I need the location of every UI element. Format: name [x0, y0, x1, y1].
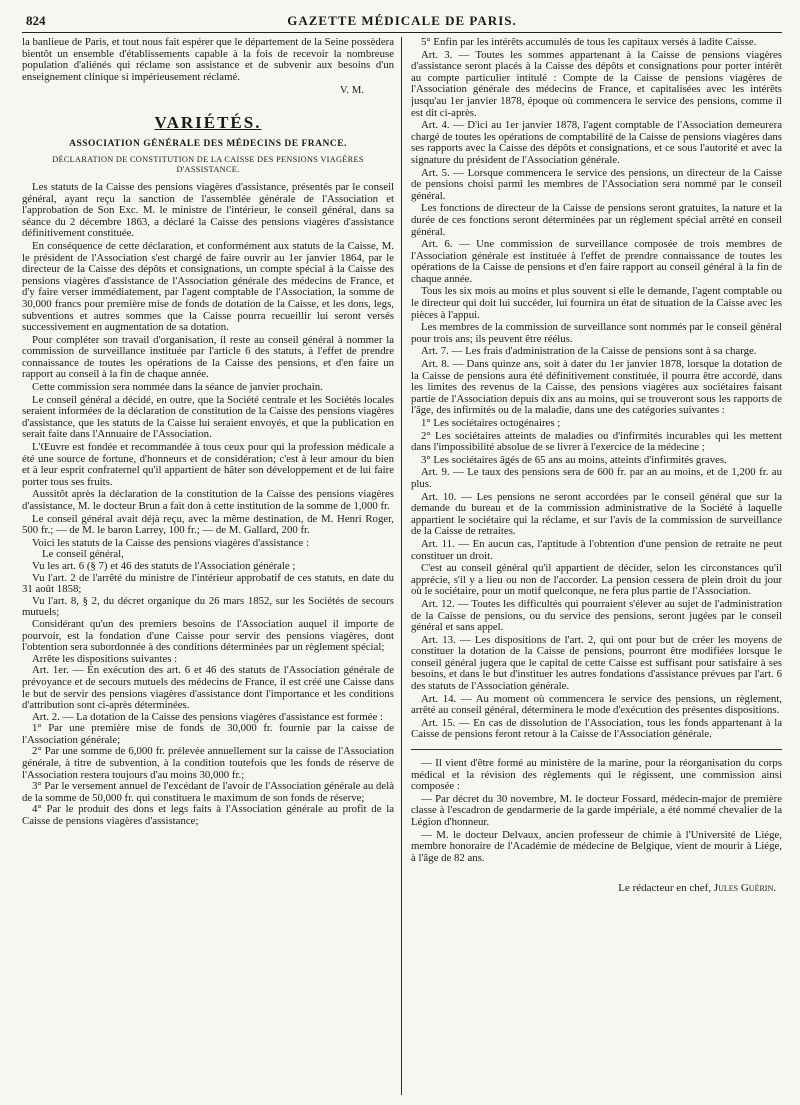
association-title: ASSOCIATION GÉNÉRALE DES MÉDECINS DE FRANCE.	[69, 138, 347, 149]
article-paragraph: Art. 9. — Le taux des pensions sera de 600 fr. par an au moins, et de 1,200 fr. au plus.	[411, 466, 782, 490]
paragraph: Les fonctions de directeur de la Caisse de pensions seront gratuites, la nature et la durée de ces fonctions seront déterminées par un règlement spécial arrêté en conseil général.	[411, 202, 782, 238]
list-item: 1° Les sociétaires octogénaires ;	[421, 417, 561, 429]
news-item: — Par décret du 30 novembre, M. le docteur Fossard, médecin-major de première classe à l'escadron de gendarmerie de la garde impériale, a été nommé chevalier de la Légion d'honneur.	[411, 792, 782, 828]
paragraph: En conséquence de cette déclaration, et conformément aux statuts de la Caisse, M. le président de l'Association s'est chargé de faire ouvrir au 1er janvier 1864, par le directeur de la Caisse des dépôts et consignations, un compte spécial à la Caisse des pensions viagères d'assistance de l'Association générale des médecins de France, et d'y faire verser immédiatement, par l'agent comptable de l'Association, la somme de 30,000 francs pour première mise de fonds de dotation de la Caisse, et les dons, legs, subventions et autres sommes que la Caisse pourra recueillir lui seront versés successivement en augmentation de sa dotation.	[22, 239, 394, 334]
article-paragraph: Art. 3. — Toutes les sommes appartenant à la Caisse de pensions viagères d'assistance seront placés à la Caisse des dépôts et consignations pour porter intérêt au compte particulier intitulé : Compte de la Caisse de pensions viagères de l'Association générale des médecins de France, et capitalisées avec les intérêts jusqu'au 1er janvier 1878, époque où commencera le service des pensions, comme il est dit ci-après.	[411, 48, 782, 119]
paragraph: Vu l'art. 8, § 2, du décret organique du 26 mars 1852, sur les Sociétés de secours mutuels;	[22, 594, 394, 619]
article-paragraph: Art. 15. — En cas de dissolution de l'Association, tous les fonds appartenant à la Caisse de pensions feront retour à la Caisse de l'Association générale.	[411, 716, 782, 741]
paragraph: Considérant qu'un des premiers besoins de l'Association auquel il importe de pourvoir, est la fondation d'une Caisse pour servir des pensions viagères, dont l'obtention sera subordonnée à des conditions déterminées par un règlement spécial;	[22, 617, 394, 654]
paragraph: Le conseil général avait déjà reçu, avec la même destination, de M. Henri Roger, 500 fr.; — de M. le baron Larrey, 100 fr.; — de M. Gallard, 200 fr.	[22, 512, 394, 537]
declaration-title: DÉCLARATION DE CONSTITUTION DE LA CAISSE DES PENSIONS VIAGÈRES D'ASSISTANCE.	[52, 154, 364, 174]
article-paragraph: Art. 14. — Au moment où commencera le service des pensions, un règlement, arrêté au conseil général, déterminera le mode d'exécution des présentes dispositions.	[411, 692, 782, 717]
right-column	[411, 37, 782, 1093]
article-paragraph: Art. 7. — Les frais d'administration de la Caisse de pensions sont à sa charge.	[421, 345, 757, 358]
news-item: — M. le docteur Delvaux, ancien professeur de chimie à l'Université de Liége, membre honoraire de l'Académie de médecine de Belgique, vient de mourir à Liége, à l'âge de 82 ans.	[411, 828, 782, 864]
columns	[22, 37, 782, 1095]
article-paragraph: Art. 12. — Toutes les difficultés qui pourraient s'élever au sujet de l'administration de la Caisse de pensions, ou du service des pensions, seront jugées par le conseil général et sans appel.	[411, 597, 782, 634]
article-paragraph: Art. 6. — Une commission de surveillance composée de trois membres de l'Association générale est instituée à l'effet de prendre connaissance de toutes les opérations de la Caisse de pensions et d'en faire rapport au conseil général à la fin de chaque année.	[411, 238, 782, 285]
list-item: 3° Par le versement annuel de l'excédant de l'avoir de l'Association générale au delà de la somme de 50,000 fr. qui constituera le maximum de son fonds de réserve;	[22, 780, 394, 804]
left-column	[22, 37, 394, 1093]
paragraph: Tous les six mois au moins et plus souvent si elle le demande, l'agent comptable ou le directeur qui doit lui succéder, lui fournira un état de situation de la Caisse avec les pièces à l'appui.	[411, 285, 782, 321]
article-paragraph: Art. 13. — Les dispositions de l'art. 2, qui ont pour but de créer les moyens de constituer la dotation de la Caisse de pensions, pourront être modifiées lorsque le conseil général jugera que le capital de cette Caisse est suffisant pour satisfaire à ses besoins, et dans le but d'instituer les autres fondations d'assistance prévues par l'art. 6 des statuts de l'Association générale.	[411, 633, 782, 693]
editor-name: Jules Guérin.	[713, 882, 776, 895]
intro-paragraph: la banlieue de Paris, et tout nous fait espérer que le département de la Seine possèdera bientôt un ensemble d'établissements capable à la fois de recevoir la nombreuse population d'aliénés qui réclame son assistance et de subvenir aux besoins d'un enseignement clinique si impérieusement réclamé.	[22, 37, 394, 83]
paragraph: Cette commission sera nommée dans la séance de janvier prochain.	[32, 381, 323, 394]
page-number: 824	[26, 13, 46, 28]
paragraph: Vu les art. 6 (§ 7) et 46 des statuts de l'Association générale ;	[32, 559, 296, 572]
paragraph: L'Œuvre est fondée et recommandée à tous ceux pour qui la profession médicale a été une source de fortune, d'honneurs et de considération; c'est à leur amour du bien et à leur esprit confraternel qu'il appartient de hâter son développement et de lui faire porter tous ses fruits.	[22, 441, 394, 488]
list-item: 4° Par le produit des dons et legs faits à l'Association générale au profit de la Caisse de pensions viagères d'assistance;	[22, 803, 394, 828]
paragraph: Voici les statuts de la Caisse des pensions viagères d'assistance :	[32, 536, 310, 549]
column-divider	[401, 37, 402, 1095]
article-paragraph: Art. 1er. — En exécution des art. 6 et 46 des statuts de l'Association générale de prévoyance et de secours mutuels des médecins de France, il est créé une Caisse dans le but de servir des pensions viagères d'assistance dont l'importance et les conditions d'attribution sont ci-après déterminées.	[22, 664, 394, 712]
paragraph: Arrête les dispositions suivantes :	[32, 652, 178, 665]
article-paragraph: Art. 2. — La dotation de la Caisse des pensions viagères d'assistance est formée :	[32, 710, 383, 723]
list-item: 3° Les sociétaires âgés de 65 ans au moins, atteints d'infirmités graves.	[421, 453, 727, 466]
page-header	[22, 10, 782, 33]
list-item: 2° Les sociétaires atteints de maladies ou d'infirmités incurables qui les mettent dans l'impossibilité absolue de se livrer à l'exercice de la médecine ;	[411, 429, 782, 454]
list-item: 1° Par une première mise de fonds de 30,000 fr. fournie par la caisse de l'Association générale;	[22, 722, 394, 746]
intro-signature: V. M.	[339, 84, 364, 97]
paragraph: Pour compléter son travail d'organisation, il reste au conseil général à nommer la commission de surveillance instituée par l'article 6 des statuts, à l'effet de prendre connaissance de toutes les opérations de la Caisse des pensions, et d'en faire un rapport au conseil à la fin de chaque année.	[22, 333, 394, 381]
news-item: — Il vient d'être formé au ministère de la marine, pour la réorganisation du corps médical et la révision des règlements qui le régissent, une commission ainsi composée :	[411, 757, 782, 793]
article-paragraph: Art. 5. — Lorsque commencera le service des pensions, un directeur de la Caisse de pensions choisi parmi les membres de l'Association sera nommé par le conseil général.	[411, 166, 782, 202]
paragraph: Vu l'art. 2 de l'arrêté du ministre de l'intérieur approbatif de ces statuts, en date du 31 août 1858;	[22, 571, 394, 596]
paragraph: Les membres de la commission de surveillance sont nommés par le conseil général pour trois ans; ils peuvent être réélus.	[411, 321, 782, 345]
paragraph: Les statuts de la Caisse des pensions viagères d'assistance, présentés par le conseil général, ayant reçu la sanction de l'assemblée générale de l'Association et l'approbation de Son Exc. M. le ministre de l'intérieur, le conseil général, dans sa séance du 2 décembre 1863, a déclaré la Caisse des pensions viagères d'assistance définitivement constituée.	[22, 180, 394, 240]
journal-title: GAZETTE MÉDICALE DE PARIS.	[287, 13, 517, 28]
article-paragraph: Art. 11. — En aucun cas, l'aptitude à l'obtention d'une pension de retraite ne peut constituer un droit.	[411, 537, 782, 562]
section-title: VARIÉTÉS.	[154, 112, 262, 132]
paragraph: Aussitôt après la déclaration de la constitution de la Caisse des pensions viagères d'assistance, M. le docteur Brun a fait don à cette institution de la somme de 1,000 fr.	[22, 488, 394, 512]
paragraph: Le conseil général a décidé, en outre, que la Société centrale et les Sociétés locales seraient informées de la déclaration de constitution de la Caisse des pensions viagères d'assistance, que les statuts de la Caisse lui seraient envoyés, et que la publication en serait faite dans l'Annuaire de l'Association.	[22, 393, 394, 441]
list-item: 2° Par une somme de 6,000 fr. prélevée annuellement sur la caisse de l'Association générale, à titre de subvention, à la condition toutefois que les fonds de réserve de l'Association restera toujours d'au moins 30,000 fr.;	[22, 745, 394, 781]
editor-signature	[411, 882, 782, 894]
section-divider	[411, 749, 782, 750]
article-paragraph: Art. 10. — Les pensions ne seront accordées par le conseil général que sur la demande du bureau et de la commission administrative de la Société à laquelle appartient le sociétaire qui la réclame, et sur l'avis de la commission de surveillance de la Caisse de retraites.	[411, 490, 782, 538]
list-item: 5° Enfin par les intérêts accumulés de tous les capitaux versés à ladite Caisse.	[421, 37, 757, 48]
article-paragraph: Art. 8. — Dans quinze ans, soit à dater du 1er janvier 1878, lorsque la dotation de la Caisse de pensions aura été définitivement constituée, il pourra être accordé, dans les limites des revenus de la Caisse, des pensions viagères aux sociétaires faisant partie de l'Association depuis dix ans au moins, qui se trouveront sous les rapports de l'âge, des infirmités ou de la maladie, dans une des catégories suivantes :	[411, 358, 782, 417]
paragraph: C'est au conseil général qu'il appartient de décider, selon les circonstances qu'il apprécie, s'il y a lieu ou non de l'accorder. La pension cessera de plein droit du jour où le sociétaire, pour un motif quelconque, ne fera plus partie de l'Association.	[411, 562, 782, 598]
editor-label: Le rédacteur en chef,	[618, 882, 712, 895]
newspaper-page	[22, 10, 782, 1098]
paragraph: Le conseil général,	[42, 548, 124, 561]
article-paragraph: Art. 4. — D'ici au 1er janvier 1878, l'agent comptable de l'Association demeurera chargé de toutes les opérations de comptabilité de la Caisse de pensions viagères dans ses rapports avec la Caisse des dépôts et consignations, et ce sous l'autorité et avec la signature du président de l'Association générale.	[411, 119, 782, 166]
